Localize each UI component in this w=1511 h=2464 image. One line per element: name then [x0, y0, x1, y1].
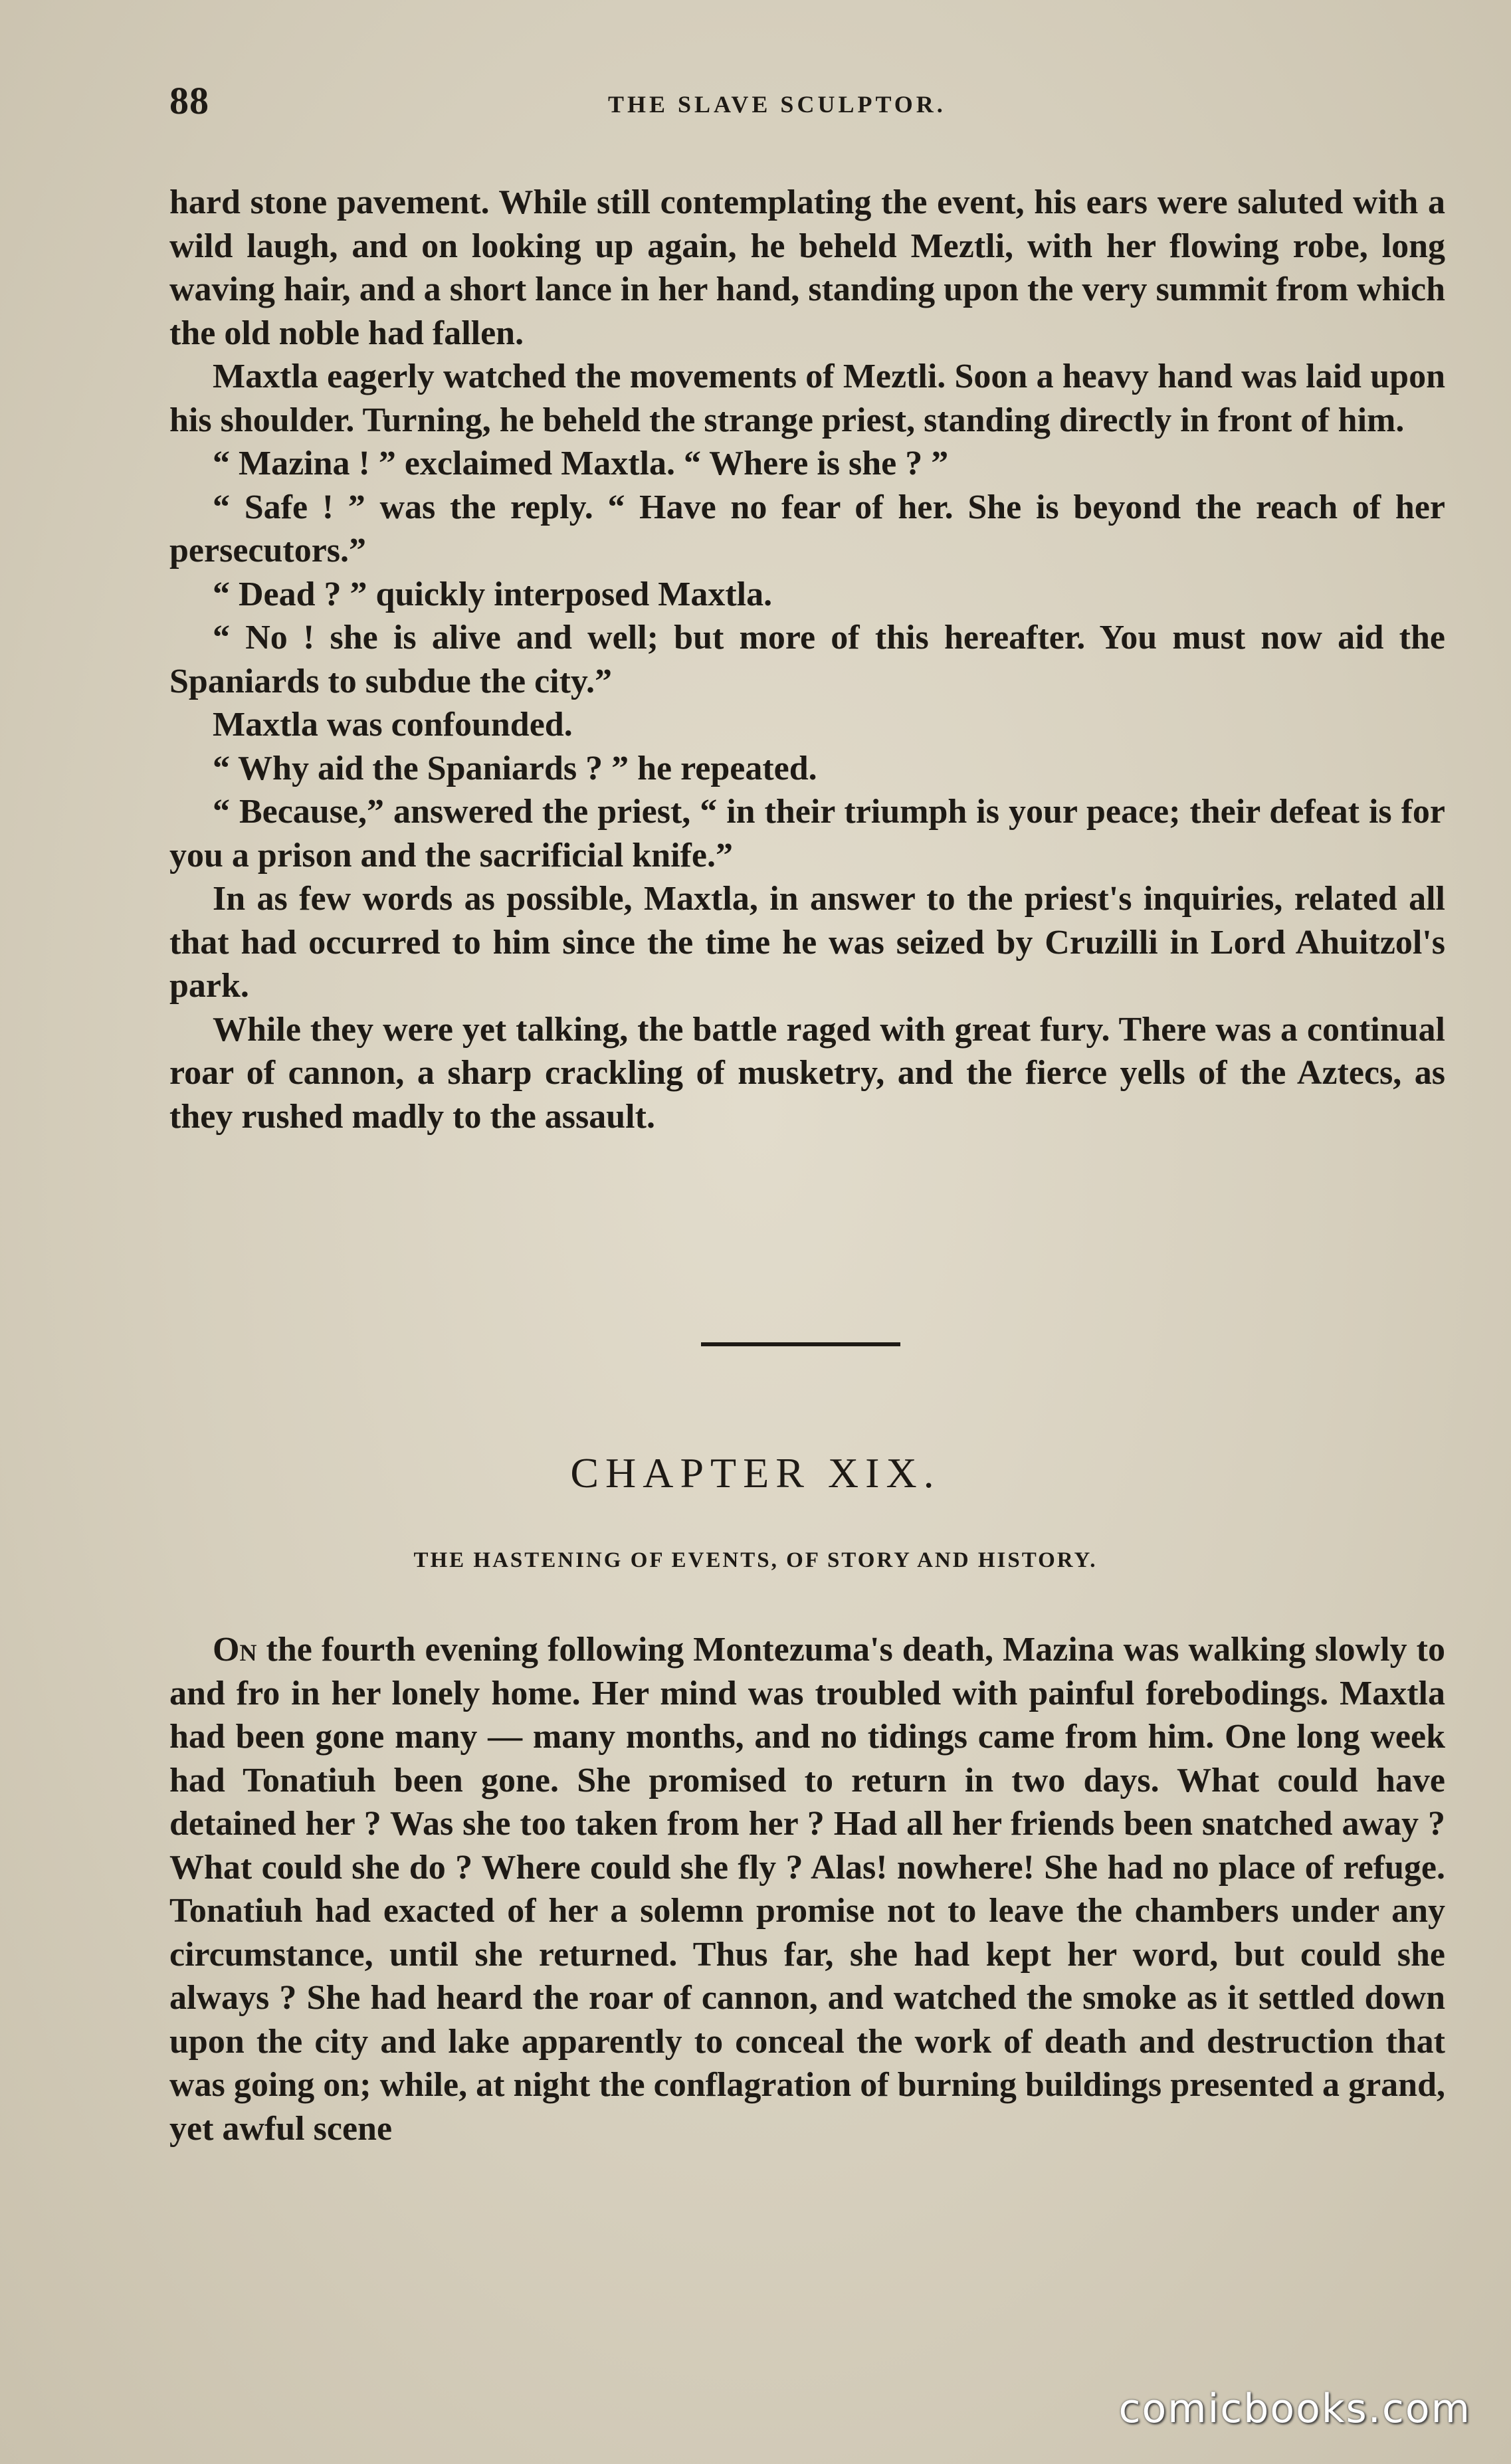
paragraph: Maxtla was confounded. [213, 706, 573, 744]
chapter-title: CHAPTER XIX. [570, 1449, 941, 1496]
paragraph: Maxtla eagerly watched the movements of Meztli. Soon a heavy hand was laid upon his shoulder. Turning, he beheld the strange priest, standing directly in front of him. [169, 358, 1445, 439]
paragraph: “ Mazina ! ” exclaimed Maxtla. “ Where is she ? ” [213, 445, 949, 482]
paragraph: “ Why aid the Spaniards ? ” he repeated. [213, 749, 817, 787]
paragraph: “ Dead ? ” quickly interposed Maxtla. [213, 575, 773, 613]
chapter-subtitle: THE HASTENING OF EVENTS, OF STORY AND HISTORY. [413, 1548, 1098, 1572]
section-divider-rule [701, 1342, 900, 1346]
paragraph: While they were yet talking, the battle raged with great fury. There was a continual roar of cannon, a sharp crackling of musketry, and the fierce yells of the Aztecs, as they rushed madly to the assault. [169, 1010, 1445, 1136]
paragraph: “ Because,” answered the priest, “ in their triumph is your peace; their defeat is for you a prison and the sacrificial knife.” [169, 793, 1445, 874]
chapter-opening-paragraph [169, 1628, 1445, 2150]
paragraph: In as few words as possible, Maxtla, in answer to the priest's inquiries, related all that had occurred to him since the time he was seized by Cruzilli in Lord Ahuitzol's park. [169, 880, 1445, 1005]
page-number: 88 [169, 79, 209, 122]
paragraph: hard stone pavement. While still contemplating the event, his ears were saluted with a wild laugh, and on looking up again, he beheld Meztli, with her flowing robe, long waving hair, and a short lance in her hand, standing upon the very summit from which the old noble had fallen. [169, 183, 1445, 352]
paragraph: “ Safe ! ” was the reply. “ Have no fear of her. She is beyond the reach of her persecutors.” [169, 488, 1445, 569]
text-section-2 [169, 1628, 1445, 2150]
first-word: On [213, 1631, 257, 1669]
paragraph: “ No ! she is alive and well; but more of this hereafter. You must now aid the Spaniards to subdue the city.” [169, 619, 1445, 700]
running-head: THE SLAVE SCULPTOR. [608, 91, 946, 118]
text-section-1 [169, 181, 1445, 1138]
watermark: comicbooks.com [1118, 2386, 1471, 2432]
page-header [169, 78, 1449, 132]
opening-text: the fourth evening following Montezuma's death, Mazina was walking slowly to and fro in her lonely home. Her mind was troubled with painful forebodings. Maxtla had been gone many — many months, and no tidings came from him. One long week had Tonatiuh been gone. She promised to return in two days. What could have detained her ? Was she too taken from her ? Had all her friends been snatched away ? What could she do ? Where could she fly ? Alas! nowhere! She had no place of refuge. Tonatiuh had exacted of her a solemn promise not to leave the chambers under any circumstance, until she returned. Thus far, she had kept her word, but could she always ? She had heard the roar of cannon, and watched the smoke as it settled down upon the city and lake apparently to conceal the work of death and destruction that was going on; while, at night the conflagration of burning buildings presented a grand, yet awful scene [169, 1631, 1445, 2148]
